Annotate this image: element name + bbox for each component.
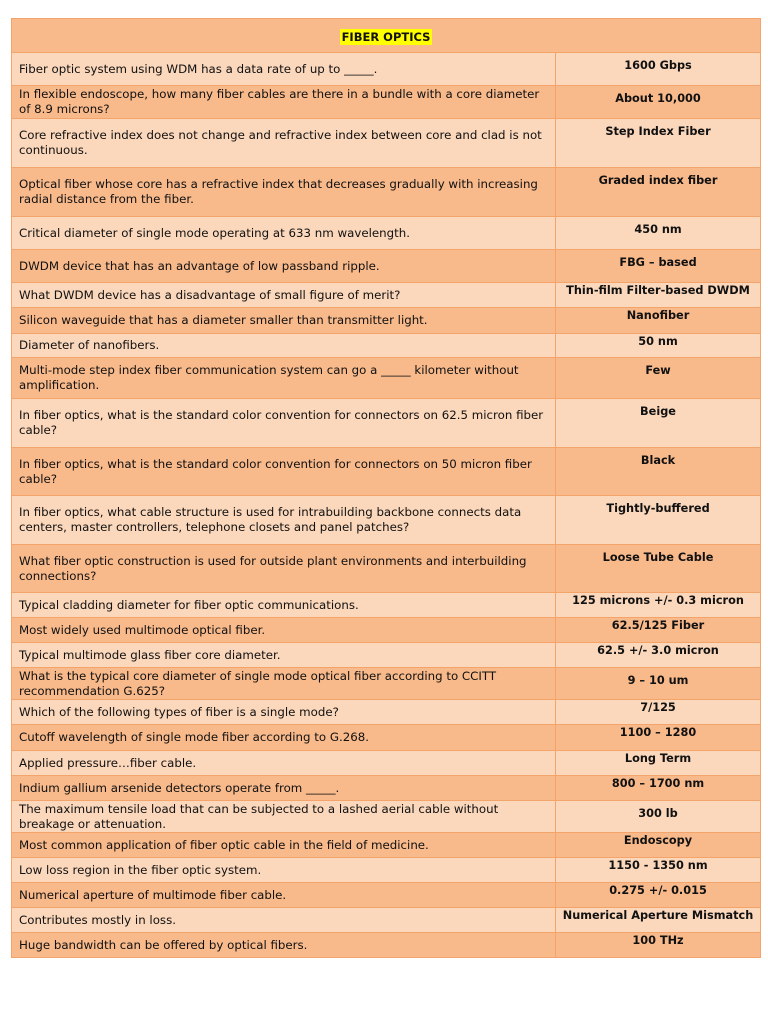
question-cell: Silicon waveguide that has a diameter smaller than transmitter light. <box>12 308 556 334</box>
question-cell: Typical multimode glass fiber core diameter. <box>12 643 556 668</box>
table-row <box>12 908 761 933</box>
title-row <box>12 19 761 53</box>
answer-cell: 125 microns +/- 0.3 micron <box>556 593 761 618</box>
question-cell: Diameter of nanofibers. <box>12 334 556 358</box>
table-row <box>12 883 761 908</box>
answer-cell: 300 lb <box>556 801 761 833</box>
table-row <box>12 168 761 217</box>
question-cell: Huge bandwidth can be offered by optical fibers. <box>12 933 556 958</box>
answer-cell: 800 – 1700 nm <box>556 776 761 801</box>
table-row <box>12 448 761 496</box>
question-cell: In fiber optics, what is the standard color convention for connectors on 50 micron fiber cable? <box>12 448 556 496</box>
table-row <box>12 358 761 399</box>
answer-cell: Nanofiber <box>556 308 761 334</box>
answer-cell: 1150 - 1350 nm <box>556 858 761 883</box>
question-cell: Numerical aperture of multimode fiber cable. <box>12 883 556 908</box>
fiber-optics-sheet <box>11 18 760 958</box>
table-row <box>12 833 761 858</box>
answer-cell: Beige <box>556 399 761 448</box>
table-row <box>12 643 761 668</box>
table-row <box>12 776 761 801</box>
question-cell: What is the typical core diameter of single mode optical fiber according to CCITT recommendation G.625? <box>12 668 556 700</box>
title-cell <box>12 19 761 53</box>
question-cell: Most common application of fiber optic cable in the field of medicine. <box>12 833 556 858</box>
question-cell: Critical diameter of single mode operating at 633 nm wavelength. <box>12 217 556 250</box>
question-cell: Typical cladding diameter for fiber optic communications. <box>12 593 556 618</box>
table-row <box>12 801 761 833</box>
answer-cell: 9 – 10 um <box>556 668 761 700</box>
answer-cell: 7/125 <box>556 700 761 725</box>
qa-table <box>11 18 761 958</box>
qa-table-body <box>12 19 761 958</box>
table-row <box>12 496 761 545</box>
table-row <box>12 618 761 643</box>
question-cell: In fiber optics, what cable structure is used for intrabuilding backbone connects data centers, master controllers, telephone closets and panel patches? <box>12 496 556 545</box>
answer-cell: 50 nm <box>556 334 761 358</box>
table-row <box>12 53 761 86</box>
question-cell: Applied pressure…fiber cable. <box>12 751 556 776</box>
question-cell: Cutoff wavelength of single mode fiber according to G.268. <box>12 725 556 751</box>
question-cell: Indium gallium arsenide detectors operate from _____. <box>12 776 556 801</box>
table-row <box>12 217 761 250</box>
question-cell: What DWDM device has a disadvantage of small figure of merit? <box>12 283 556 308</box>
answer-cell: Black <box>556 448 761 496</box>
answer-cell: Endoscopy <box>556 833 761 858</box>
table-row <box>12 283 761 308</box>
answer-cell: Thin-film Filter-based DWDM <box>556 283 761 308</box>
answer-cell: 1100 – 1280 <box>556 725 761 751</box>
table-row <box>12 858 761 883</box>
question-cell: Low loss region in the fiber optic system. <box>12 858 556 883</box>
answer-cell: 62.5 +/- 3.0 micron <box>556 643 761 668</box>
answer-cell: Loose Tube Cable <box>556 545 761 593</box>
page-title: FIBER OPTICS <box>341 30 431 44</box>
table-row <box>12 119 761 168</box>
answer-cell: Long Term <box>556 751 761 776</box>
table-row <box>12 334 761 358</box>
answer-cell: 62.5/125 Fiber <box>556 618 761 643</box>
table-row <box>12 399 761 448</box>
answer-cell: FBG – based <box>556 250 761 283</box>
table-row <box>12 725 761 751</box>
answer-cell: 1600 Gbps <box>556 53 761 86</box>
answer-cell: 450 nm <box>556 217 761 250</box>
answer-cell: Graded index fiber <box>556 168 761 217</box>
question-cell: Fiber optic system using WDM has a data rate of up to _____. <box>12 53 556 86</box>
question-cell: The maximum tensile load that can be subjected to a lashed aerial cable without breakage or attenuation. <box>12 801 556 833</box>
question-cell: Multi-mode step index fiber communication system can go a _____ kilometer without amplification. <box>12 358 556 399</box>
answer-cell: 100 THz <box>556 933 761 958</box>
table-row <box>12 751 761 776</box>
question-cell: DWDM device that has an advantage of low passband ripple. <box>12 250 556 283</box>
question-cell: Which of the following types of fiber is a single mode? <box>12 700 556 725</box>
question-cell: Contributes mostly in loss. <box>12 908 556 933</box>
question-cell: What fiber optic construction is used for outside plant environments and interbuilding connections? <box>12 545 556 593</box>
answer-cell: Tightly-buffered <box>556 496 761 545</box>
table-row <box>12 545 761 593</box>
question-cell: In fiber optics, what is the standard color convention for connectors on 62.5 micron fiber cable? <box>12 399 556 448</box>
table-row <box>12 593 761 618</box>
answer-cell: Step Index Fiber <box>556 119 761 168</box>
question-cell: Core refractive index does not change and refractive index between core and clad is not continuous. <box>12 119 556 168</box>
answer-cell: Few <box>556 358 761 399</box>
question-cell: In flexible endoscope, how many fiber cables are there in a bundle with a core diameter of 8.9 microns? <box>12 86 556 119</box>
table-row <box>12 86 761 119</box>
table-row <box>12 933 761 958</box>
table-row <box>12 668 761 700</box>
answer-cell: Numerical Aperture Mismatch <box>556 908 761 933</box>
question-cell: Most widely used multimode optical fiber. <box>12 618 556 643</box>
table-row <box>12 250 761 283</box>
table-row <box>12 308 761 334</box>
answer-cell: About 10,000 <box>556 86 761 119</box>
table-row <box>12 700 761 725</box>
question-cell: Optical fiber whose core has a refractive index that decreases gradually with increasing radial distance from the fiber. <box>12 168 556 217</box>
answer-cell: 0.275 +/- 0.015 <box>556 883 761 908</box>
